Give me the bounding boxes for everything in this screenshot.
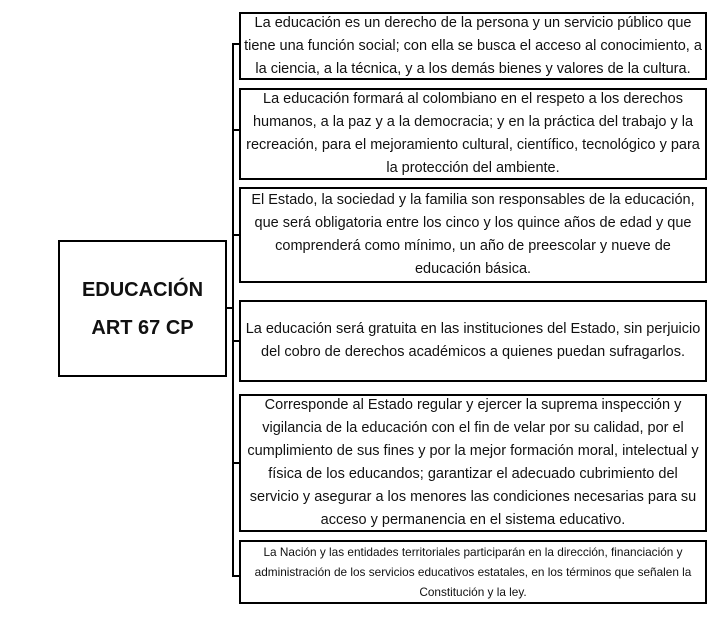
main-title-line1: EDUCACIÓN (81, 278, 204, 301)
branch-box-3 (239, 187, 707, 283)
branch-box-6 (239, 540, 707, 604)
branch-text-3: El Estado, la sociedad y la familia son responsables de la educación, que será obligatoria entre los cinco y los quince años de edad y que comprenderá como mínimo, un año de preescolar y nueve de educación básica. (251, 192, 695, 277)
branch-text-4: La educación será gratuita en las instituciones del Estado, sin perjuicio del cobro de derechos académicos a quienes puedan sufragarlos. (245, 321, 701, 360)
branch-box-4 (239, 300, 707, 382)
main-node (58, 240, 227, 377)
connector-main (227, 307, 233, 309)
branch-text-6: La Nación y las entidades territoriales participarán en la dirección, financiación y administración de los servicios educativos estatales, en los términos que señalen la Constitución y la ley. (254, 545, 692, 599)
branch-text-1: La educación es un derecho de la persona y un servicio público que tiene una función social; con ella se busca el acceso al conocimiento, a la ciencia, a la técnica, y a los demás bienes y valores de la cultura. (244, 14, 702, 77)
connector-trunk (232, 43, 234, 577)
branch-box-5 (239, 394, 707, 532)
branch-box-2 (239, 88, 707, 180)
branch-text-5: Corresponde al Estado regular y ejercer la suprema inspección y vigilancia de la educación con el fin de velar por su calidad, por el cumplimiento de sus fines y por la mejor formación moral, intelectual y física de los educandos; garantizar el adecuado cubrimiento del servicio y asegurar a los menores las condiciones necesarias para su acceso y permanencia en el sistema educativo. (247, 397, 699, 528)
branch-box-1 (239, 12, 707, 80)
main-title-line2: ART 67 CP (91, 316, 194, 339)
branch-text-2: La educación formará al colombiano en el respeto a los derechos humanos, a la paz y a la democracia; y en la práctica del trabajo y la recreación, para el mejoramiento cultural, científico, tecnológico y para la protección del ambiente. (246, 91, 700, 176)
